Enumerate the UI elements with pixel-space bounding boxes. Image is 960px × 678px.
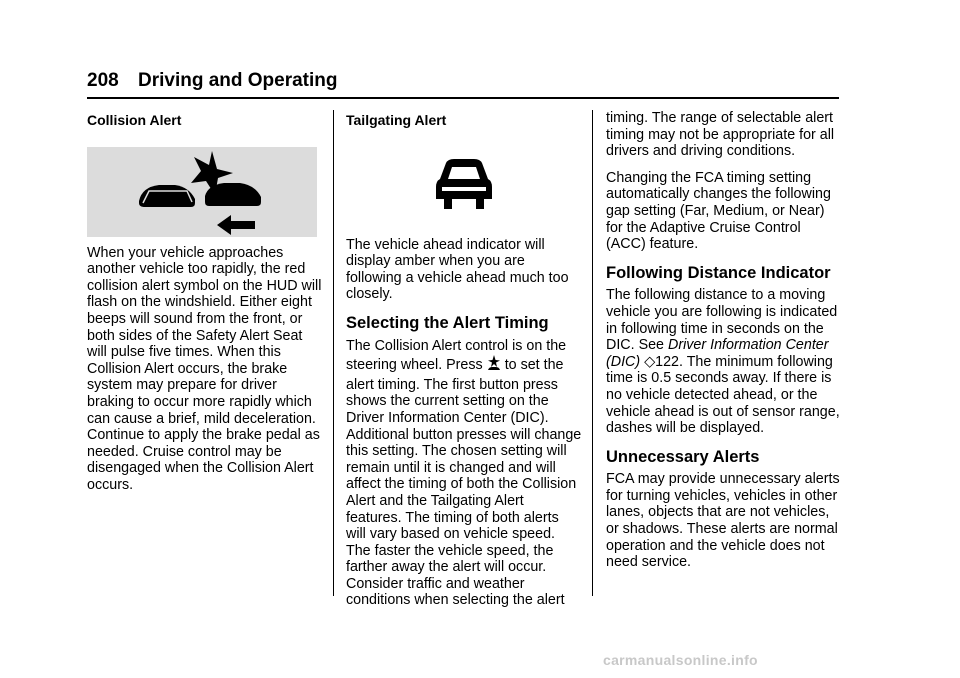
alert-timing-text-end: to set the alert timing. The first button press shows the current setting on the Driver Information Center (DIC). Additional button presses will change this setting. The chosen setting will remain until it is changed and will affect the timing of both the Collision Alert and the Tailgating Alert features. The timing of both alerts will vary based on vehicle speed. The faster the vehicle speed, the farther away the alert will occur. Consider traffic and weather conditions when selecting the alert xyxy=(346,357,582,609)
unnecessary-alerts-paragraph: FCA may provide unnecessary alerts for turning vehicles, vehicles in other lanes, objects that are not vehicles, or shadows. These alerts are normal operation and the vehicle does not need service. xyxy=(606,471,840,571)
selecting-alert-timing-heading: Selecting the Alert Timing xyxy=(346,313,549,332)
tailgating-alert-heading: Tailgating Alert xyxy=(346,112,447,128)
column-divider xyxy=(333,110,334,596)
following-distance-text-end: The minimum following time is 0.5 seconds away. If there is no vehicle detected ahead, or the vehicle ahead is out of sensor range, dashes will be displayed. xyxy=(606,353,840,437)
column-3 xyxy=(606,110,844,581)
collision-alert-icon xyxy=(87,147,317,237)
header-rule xyxy=(87,97,839,99)
following-distance-paragraph xyxy=(606,287,844,436)
alert-timing-paragraph xyxy=(346,338,582,610)
alert-timing-text-start: The Collision Alert control is on the steering wheel. Press xyxy=(346,337,567,374)
tailgating-alert-figure xyxy=(346,149,582,219)
column-1 xyxy=(87,110,323,504)
column-2 xyxy=(346,110,582,619)
page-header xyxy=(87,70,338,92)
tailgating-alert-paragraph: The vehicle ahead indicator will display amber when you are following a vehicle ahead much too closely. xyxy=(346,236,569,303)
section-title: Driving and Operating xyxy=(137,70,338,91)
vehicle-ahead-icon xyxy=(432,155,496,213)
page-ref-arrow-icon: ◇ xyxy=(644,353,656,370)
page-number: 208 xyxy=(87,70,119,91)
following-distance-text-start: The following distance to a moving vehicle you are following is indicated in following time in seconds on the DIC. See xyxy=(606,287,838,354)
collision-alert-button-icon xyxy=(485,354,503,377)
unnecessary-alerts-heading: Unnecessary Alerts xyxy=(606,447,760,466)
collision-alert-heading: Collision Alert xyxy=(87,112,182,128)
dic-link[interactable]: Driver Information Center (DIC) xyxy=(606,337,829,370)
timing-continued-paragraph: timing. The range of selectable alert timing may not be appropriate for all drivers and driving conditions. xyxy=(606,110,835,160)
column-divider xyxy=(592,110,593,596)
page-ref[interactable]: 122. xyxy=(655,353,683,370)
fca-timing-paragraph: Changing the FCA timing setting automatically changes the following gap setting (Far, Medium, or Near) for the Adaptive Cruise Control (ACC) feature. xyxy=(606,169,831,253)
following-distance-heading: Following Distance Indicator xyxy=(606,263,831,282)
collision-alert-figure xyxy=(87,147,317,237)
watermark: carmanualsonline.info xyxy=(603,652,758,668)
collision-alert-paragraph: When your vehicle approaches another vehicle too rapidly, the red collision alert symbol on the HUD will flash on the windshield. Either eight beeps will sound from the front, or both sides of the Safety Alert Seat will pulse five times. When this Collision Alert occurs, the brake system may prepare for driver braking to occur more rapidly which can cause a brief, mild deceleration. Continue to apply the brake pedal as needed. Cruise control may be disengaged when the Collision Alert occurs. xyxy=(87,244,322,493)
